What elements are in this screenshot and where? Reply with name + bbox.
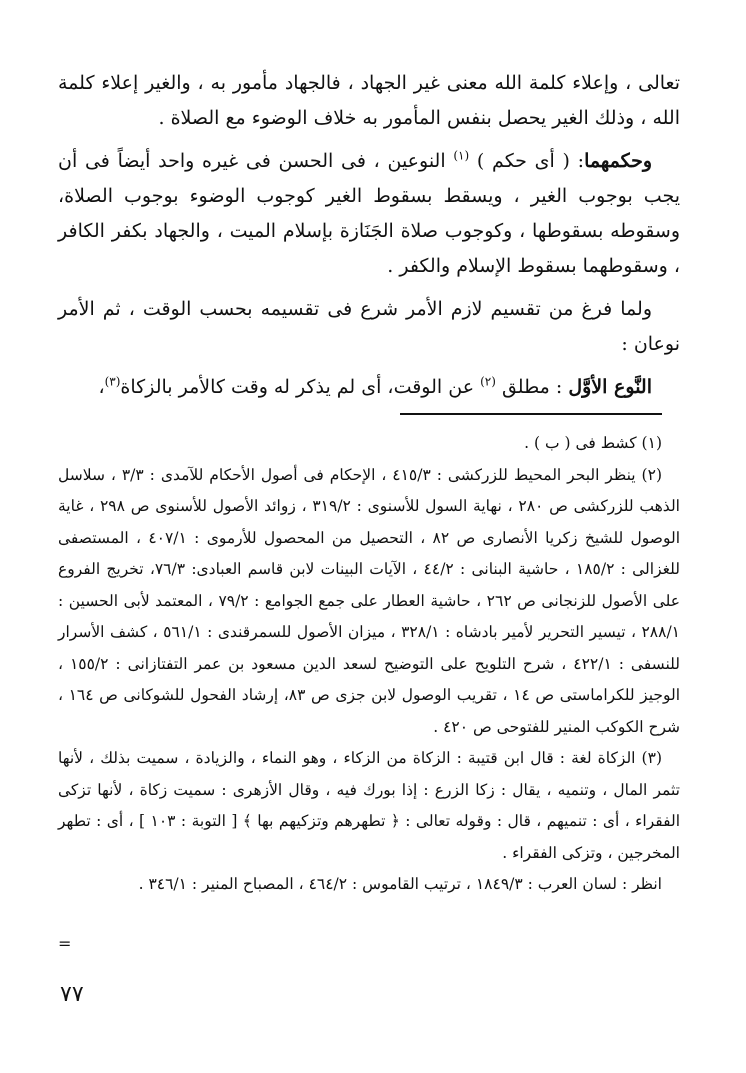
paragraph: ولما فرغ من تقسيم لازم الأمر شرع فى تقسيمه بحسب الوقت ، ثم الأمر نوعان : <box>58 298 680 355</box>
paragraph: تعالى ، وإعلاء كلمة الله معنى غير الجهاد ، فالجهاد مأمور به ، والغير إعلاء كلمة الله ، وذلك الغير يحصل بنفس المأمور به خلاف الوضوء مع الصلاة . <box>58 72 680 129</box>
main-text <box>58 66 680 413</box>
continuation-mark: = <box>58 934 72 953</box>
footnote-ref: (١) <box>453 148 470 163</box>
footnote-ref: (٣) <box>104 374 121 389</box>
footnote: (٢) ينظر البحر المحيط للزركشى : ٤١٥/٣ ، الإحكام فى أصول الأحكام للآمدى : ٣/٣ ، سلاسل الذهب للزركشى ص ٢٨٠ ، نهاية السول للأسنوى : ٣١٩/٢ ، زوائد الأصول للأسنوى ص ٢٩٨ ، غاية الوصول للشيخ زكريا الأنصارى ص ٨٢ ، التحصيل من المحصول للأرموى : ٤٠٧/١ ، المستصفى للغزالى : ١٨٥/٢ ، حاشية البنانى : ٤٤/٢ ، الآيات البينات لابن قاسم العبادى: ٧٦/٣، تخريج الفروع على الأصول للزنجانى ص ٢٦٢ ، حاشية العطار على جمع الجوامع : ٧٩/٢ ، المعتمد لأبى الحسين : ٢٨٨/١ ، تيسير التحرير لأمير بادشاه : ٣٢٨/١ ، ميزان الأصول للسمرقندى : ٥٦١/١ ، كشف الأسرار للنسفى : ٤٢٢/١ ، شرح التلويح على التوضيح لسعد الدين مسعود بن عمر التفتازانى : ١٥٥/٢ ، الوجيز للكراماستى ص ١٤ ، تقريب الوصول لابن جزى ص ٨٣، إرشاد الفحول للشوكانى ص ١٦٤ ، شرح الكوكب المنير للفتوحى ص ٤٢٠ . <box>58 465 681 736</box>
footnote-divider <box>400 413 662 415</box>
footnotes <box>58 428 680 901</box>
footnote-ref: (٢) <box>480 374 496 389</box>
footnote: انظر : لسان العرب : ١٨٤٩/٣ ، ترتيب القاموس : ٤٦٤/٢ ، المصباح المنير : ٣٤٦/١ . <box>138 875 662 893</box>
text-run: : ( أى حكم ) <box>469 150 585 172</box>
text-run: عن الوقت، أى لم يذكر له وقت كالأمر بالزكاة <box>120 376 481 398</box>
text-run: ، <box>98 376 105 398</box>
footnote: (٣) الزكاة لغة : قال ابن قتيبة : الزكاة من الزكاء ، وهو النماء ، والزيادة ، سميت بذلك ، لأنها تثمر المال ، وتنميه ، يقال : زكا الزرع : إذا بورك فيه ، وقال الأزهرى : سميت زكاة ، لأنها تزكى الفقراء ، أى : تنميهم ، قال : وقوله تعالى : ﴿ تطهرهم وتزكيهم بها ﴾ [ التوبة : ١٠٣ ] ، أى : تطهر المخرجين ، وتزكى الفقراء . <box>58 749 680 862</box>
footnote: (١) كشط فى ( ب ) . <box>524 434 662 452</box>
paragraph <box>58 370 680 405</box>
page-number: ٧٧ <box>60 982 84 1007</box>
bold-lead: النَّوع الأوَّل <box>568 376 652 398</box>
text-run: النوعين ، فى الحسن فى غيره واحد أيضاً فى أن يجب بوجوب الغير ، ويسقط بسقوط الغير كوجوب الوضوء بوجوب الصلاة، وسقوطه بسقوطها ، وكوجوب صلاة الجَنَازة بإسلام الميت ، والجهاد بكفر الكافر ، وسقوطهما بسقوط الإسلام والكفر . <box>58 150 680 277</box>
paragraph <box>58 144 680 284</box>
text-run: : مطلق <box>495 376 569 398</box>
bold-lead: وحكمهما <box>584 150 652 172</box>
